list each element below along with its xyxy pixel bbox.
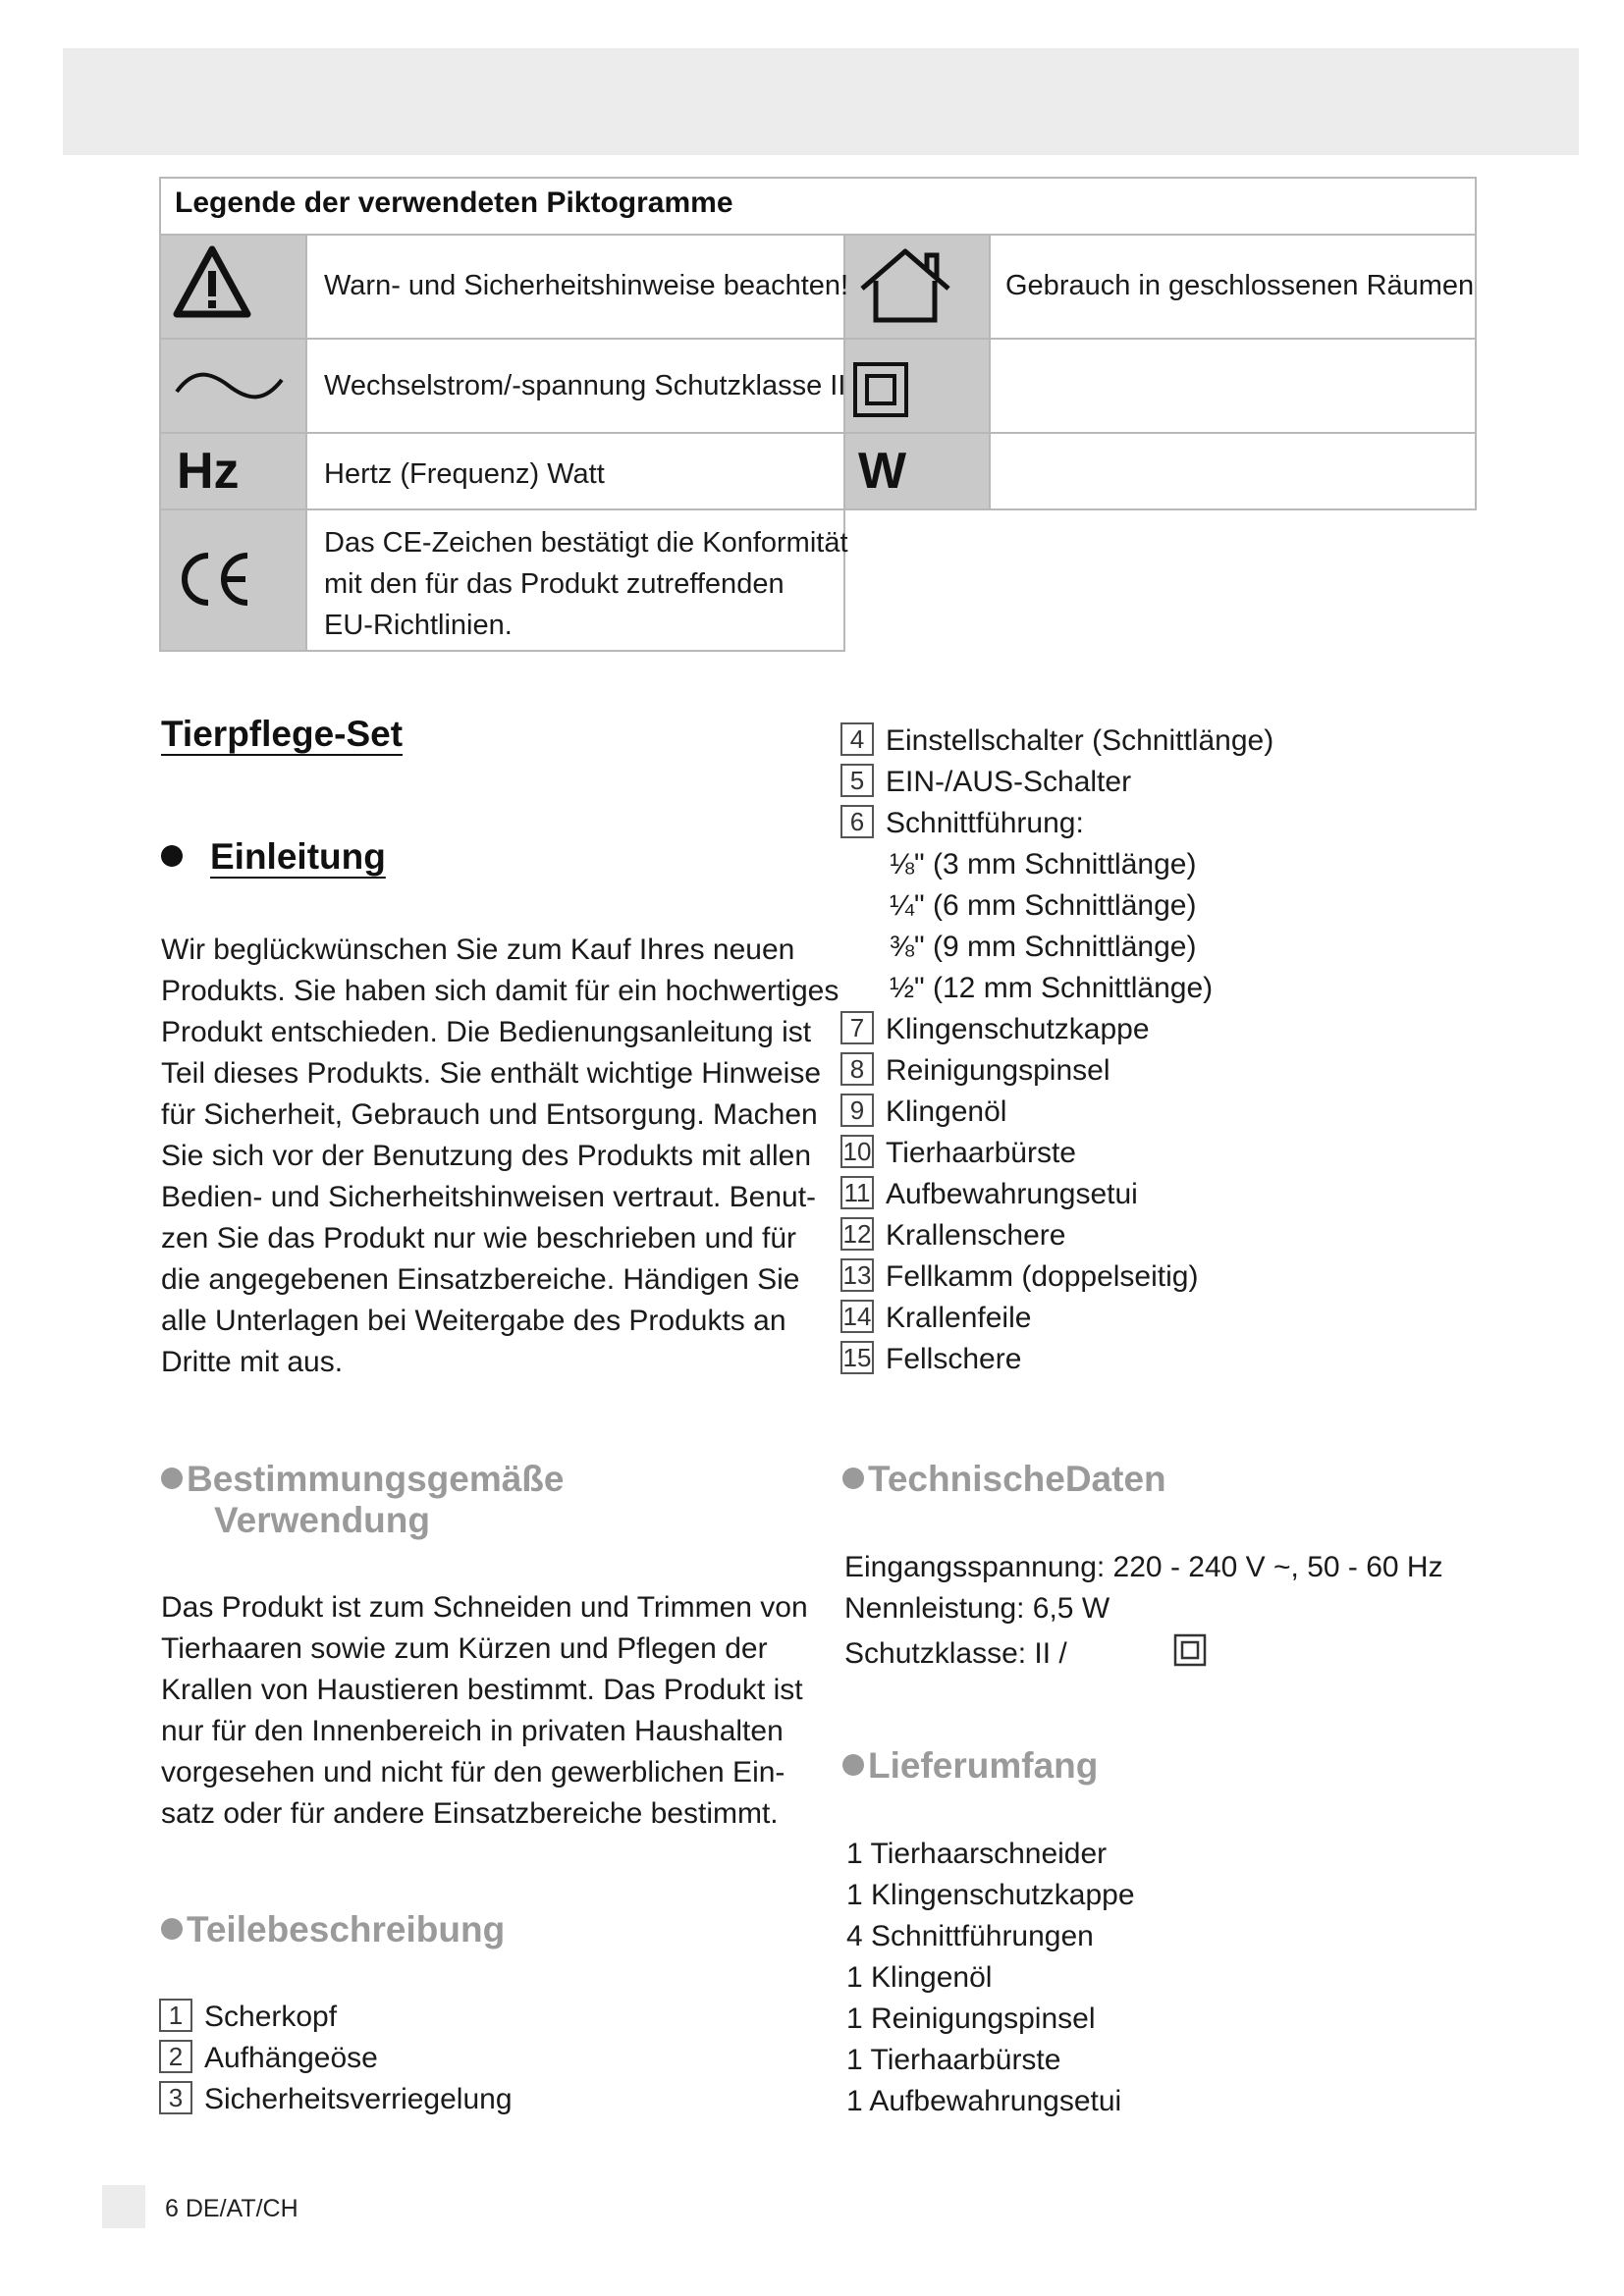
- part-number-box: 3: [159, 2081, 192, 2114]
- part-label: Aufhängeöse: [204, 2042, 378, 2074]
- part-number-box: 2: [159, 2040, 192, 2073]
- list-item: [840, 1133, 1273, 1174]
- part-label: Schnittführung:: [886, 807, 1084, 839]
- footer-marker: [102, 2185, 145, 2228]
- ce-mark-icon: [175, 548, 253, 615]
- list-item: [159, 2038, 513, 2079]
- list-item: 4 Schnittführungen: [846, 1920, 1094, 1952]
- text-line: nur für den Innenbereich in privaten Haushalten: [161, 1715, 784, 1747]
- pictogram-legend-table: [159, 177, 1479, 652]
- page-number: 6 DE/AT/CH: [165, 2195, 298, 2222]
- row-divider: [159, 432, 1477, 434]
- part-number-box: 1: [159, 1999, 192, 2032]
- section-heading-technische-daten: [842, 1459, 1166, 1500]
- parts-list-left: [159, 1997, 513, 2120]
- protection-class-ii-icon: [852, 361, 909, 423]
- heading-text: Bestimmungsgemäße: [187, 1459, 565, 1499]
- heading-text: Lieferumfang: [868, 1745, 1099, 1786]
- bullet-icon: [161, 845, 183, 867]
- text-line: Tierhaaren sowie zum Kürzen und Pflegen der: [161, 1632, 768, 1665]
- heading-text: Teilebeschreibung: [187, 1909, 506, 1949]
- list-item: 1 Tierhaarschneider: [846, 1838, 1108, 1870]
- text-line: Produkt entschieden. Die Bedienungsanleitung ist: [161, 1016, 812, 1048]
- part-label: Scherkopf: [204, 2001, 338, 2033]
- section-heading-teilebeschreibung: [161, 1909, 505, 1950]
- heading-text: Einleitung: [210, 836, 386, 877]
- part-label: Aufbewahrungsetui: [886, 1178, 1138, 1210]
- part-number-box: 12: [840, 1217, 874, 1251]
- technical-data-block: [844, 1547, 1443, 1675]
- list-subitem: ½" (12 mm Schnittlänge): [890, 972, 1214, 1004]
- list-item: [159, 1997, 513, 2038]
- list-item: [159, 2079, 513, 2120]
- text-line: alle Unterlagen bei Weitergabe des Produkts an: [161, 1305, 786, 1337]
- bullet-icon: [161, 1468, 183, 1489]
- watt-icon: W: [858, 443, 907, 500]
- list-item: 1 Reinigungspinsel: [846, 2002, 1096, 2035]
- heading-text: TechnischeDaten: [868, 1459, 1166, 1499]
- part-number-box: 15: [840, 1341, 874, 1374]
- part-label: Klingenöl: [886, 1095, 1007, 1128]
- legend-text-warning: Warn- und Sicherheitshinweise beachten!: [324, 270, 849, 301]
- list-item: 1 Aufbewahrungsetui: [846, 2085, 1122, 2117]
- part-number-box: 14: [840, 1300, 874, 1333]
- hertz-icon: Hz: [177, 443, 240, 500]
- legend-text-ce: [324, 522, 848, 646]
- row-divider: [159, 234, 1477, 236]
- heading-text: Verwendung: [214, 1500, 430, 1540]
- part-number-box: 13: [840, 1258, 874, 1292]
- protection-class-line: [844, 1629, 1443, 1675]
- delivery-contents-list: [846, 1834, 1135, 2122]
- input-voltage: Eingangsspannung: 220 - 240 V ~, 50 - 60 Hz: [844, 1551, 1443, 1583]
- text-line: vorgesehen und nicht für den gewerblichen Ein-: [161, 1756, 785, 1789]
- part-label: Tierhaarbürste: [886, 1137, 1076, 1169]
- list-item: [840, 1092, 1273, 1133]
- bullet-icon: [842, 1468, 864, 1489]
- part-label: Krallenschere: [886, 1219, 1066, 1252]
- einleitung-paragraph: [161, 930, 839, 1383]
- warning-triangle-icon: [173, 245, 251, 323]
- part-number-box: 4: [840, 722, 874, 756]
- list-item: 1 Tierhaarbürste: [846, 2044, 1061, 2076]
- list-item: [840, 762, 1273, 803]
- part-label: Fellschere: [886, 1343, 1022, 1375]
- rated-power: Nennleistung: 6,5 W: [844, 1592, 1110, 1625]
- parts-list-right: [840, 721, 1273, 1380]
- bullet-icon: [842, 1754, 864, 1776]
- ce-text-line: Das CE-Zeichen bestätigt die Konformität: [324, 527, 848, 559]
- list-item: [840, 1009, 1273, 1050]
- text-line: Dritte mit aus.: [161, 1346, 344, 1378]
- list-item: [840, 721, 1273, 762]
- list-item: 1 Klingenschutzkappe: [846, 1879, 1135, 1911]
- text-line: Krallen von Haustieren bestimmt. Das Produkt ist: [161, 1674, 803, 1706]
- row-divider: [159, 338, 1477, 340]
- list-item: [840, 803, 1273, 844]
- part-number-box: 6: [840, 805, 874, 838]
- list-item: [840, 1256, 1273, 1298]
- part-number-box: 9: [840, 1094, 874, 1127]
- legend-text-hertz-watt: Hertz (Frequenz) Watt: [324, 458, 605, 490]
- list-item: 1 Klingenöl: [846, 1961, 993, 1994]
- house-icon: [856, 245, 954, 329]
- list-item: [840, 1050, 1273, 1092]
- part-label: Sicherheitsverriegelung: [204, 2083, 513, 2115]
- ce-text-line: mit den für das Produkt zutreffenden: [324, 568, 785, 600]
- section-heading-einleitung: [161, 836, 386, 878]
- part-number-box: 10: [840, 1135, 874, 1168]
- part-number-box: 5: [840, 764, 874, 797]
- text-line: zen Sie das Produkt nur wie beschrieben und für: [161, 1222, 797, 1255]
- text-line: Das Produkt ist zum Schneiden und Trimmen von: [161, 1591, 808, 1624]
- part-label: Klingenschutzkappe: [886, 1013, 1150, 1045]
- part-label: Reinigungspinsel: [886, 1054, 1110, 1087]
- ce-text-line: EU-Richtlinien.: [324, 610, 513, 641]
- section-heading-verwendung: [161, 1459, 565, 1541]
- list-item: [840, 1215, 1273, 1256]
- text-line: Teil dieses Produkts. Sie enthält wichtige Hinweise: [161, 1057, 821, 1090]
- legend-text-ac: Wechselstrom/-spannung Schutzklasse II: [324, 370, 846, 401]
- col-divider: [989, 234, 991, 510]
- document-title: Tierpflege-Set: [161, 714, 404, 754]
- part-number-box: 7: [840, 1011, 874, 1044]
- text-line: Wir beglückwünschen Sie zum Kauf Ihres neuen: [161, 934, 795, 966]
- list-item: [840, 1174, 1273, 1215]
- part-label: Einstellschalter (Schnittlänge): [886, 724, 1274, 757]
- list-item: [840, 1298, 1273, 1339]
- list-subitem: ⅛" (3 mm Schnittlänge): [890, 848, 1197, 881]
- text-line: satz oder für andere Einsatzbereiche bestimmt.: [161, 1797, 779, 1830]
- part-label: Krallenfeile: [886, 1302, 1032, 1334]
- bullet-icon: [161, 1918, 183, 1940]
- protection-class-ii-icon: [1173, 1633, 1207, 1679]
- text-line: Bedien- und Sicherheitshinweisen vertraut. Benut-: [161, 1181, 817, 1213]
- list-subitem: ⅜" (9 mm Schnittlänge): [890, 931, 1197, 963]
- verwendung-paragraph: [161, 1587, 808, 1835]
- part-number-box: 11: [840, 1176, 874, 1209]
- text-line: Sie sich vor der Benutzung des Produkts mit allen: [161, 1140, 812, 1172]
- section-heading-lieferumfang: [842, 1745, 1098, 1787]
- part-number-box: 8: [840, 1052, 874, 1086]
- part-label: EIN-/AUS-Schalter: [886, 766, 1132, 798]
- text-line: Produkts. Sie haben sich damit für ein hochwertiges: [161, 975, 839, 1007]
- list-item: [840, 1339, 1273, 1380]
- protection-class-text: Schutzklasse: II /: [844, 1637, 1067, 1670]
- header-band: [63, 48, 1579, 155]
- legend-title: Legende der verwendeten Piktogramme: [175, 187, 733, 219]
- text-line: die angegebenen Einsatzbereiche. Händigen Sie: [161, 1263, 800, 1296]
- legend-text-indoor-use: Gebrauch in geschlossenen Räumen: [1005, 270, 1475, 301]
- list-subitem: ¼" (6 mm Schnittlänge): [890, 889, 1197, 922]
- text-line: für Sicherheit, Gebrauch und Entsorgung. Machen: [161, 1098, 818, 1131]
- part-label: Fellkamm (doppelseitig): [886, 1260, 1199, 1293]
- alternating-current-icon: [173, 368, 286, 408]
